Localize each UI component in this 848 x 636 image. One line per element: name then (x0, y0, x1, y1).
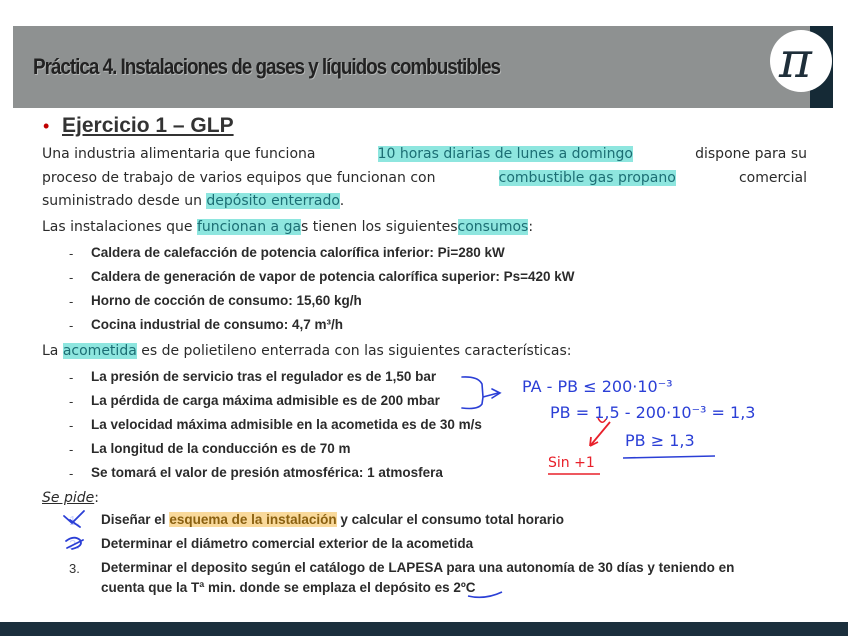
annotation-eq3: PB ≥ 1,3 (625, 431, 695, 450)
arrow-icon (590, 422, 610, 446)
task-number: 3. (69, 561, 80, 576)
highlight-tank: depósito enterrado (206, 193, 340, 209)
annotation-eq1: PA - PB ≤ 200·10⁻³ (522, 377, 673, 396)
caracteristica-item: La velocidad máxima admisible en la acometida es de 30 m/s (91, 417, 482, 432)
check-mark-icon (64, 511, 84, 549)
task-temperature: 2ºC (453, 580, 476, 595)
underline-blue (623, 456, 715, 458)
dash-icon: - (69, 394, 74, 409)
footer-bar (0, 622, 848, 636)
dash-icon: - (69, 418, 74, 433)
dash-icon: - (69, 246, 74, 261)
equipo-item: Cocina industrial de consumo: 4,7 m³/h (91, 317, 344, 332)
dash-icon: - (69, 270, 74, 285)
dash-icon: - (69, 318, 74, 333)
annotation-note: Sin +1 (548, 455, 595, 471)
task-text: Determinar el deposito según el catálogo de LAPESA para una autonomía de 30 días y teniendo en (101, 560, 735, 575)
consumos-text: Las instalaciones que (42, 219, 193, 235)
bullet-icon: • (43, 116, 50, 136)
intro-text: comercial (738, 170, 807, 186)
intro-text: dispone para su (695, 146, 807, 162)
underline-temperature (468, 592, 502, 597)
slide-title: Práctica 4. Instalaciones de gases y líquidos combustibles (33, 54, 500, 79)
highlight-esquema: esquema de la instalación (169, 512, 337, 527)
pi-icon: π (779, 31, 812, 89)
caracteristica-item: La presión de servicio tras el regulador es de 1,50 bar (91, 369, 437, 384)
acometida-text: es de polietileno enterrada con las siguientes características: (141, 343, 572, 359)
equipo-item: Caldera de calefacción de potencia calorífica inferior: Pi=280 kW (91, 245, 505, 260)
task-text: y calcular el consumo total horario (340, 512, 564, 527)
equipo-item: Horno de cocción de consumo: 15,60 kg/h (91, 293, 362, 308)
intro-text: . (339, 193, 345, 209)
dash-icon: - (69, 466, 74, 481)
annotation-eq2: PB = 1,5 - 200·10⁻³ = 1,3 (550, 403, 756, 422)
dash-icon: - (69, 442, 74, 457)
brace-icon (462, 377, 500, 409)
caracteristica-item: La pérdida de carga máxima admisible es de 200 mbar (91, 393, 440, 408)
consumos-text: s tienen los siguientes (301, 219, 458, 235)
highlight-gas: funcionan a ga (196, 219, 302, 235)
equipo-item: Caldera de generación de vapor de potencia calorífica superior: Ps=420 kW (91, 269, 575, 284)
caracteristica-item: Se tomará el valor de presión atmosférica: 1 atmosfera (91, 465, 443, 480)
task-text: Diseñar el (101, 512, 166, 527)
task-item-2: Determinar el diámetro comercial exterior de la acometida (101, 536, 474, 551)
intro-text: suministrado desde un (42, 193, 202, 209)
highlight-acometida: acometida (62, 343, 137, 359)
se-pide-label: Se pide (42, 490, 95, 506)
dash-icon: - (69, 294, 74, 309)
dash-icon: - (69, 370, 74, 385)
consumos-text: : (528, 219, 534, 235)
task-text: cuenta que la Tª min. donde se emplaza el depósito es (101, 580, 450, 595)
task-number: 2. (69, 537, 80, 552)
intro-text: Una industria alimentaria que funciona (42, 146, 316, 162)
task-number: 1. (69, 513, 80, 528)
highlight-consumos: consumos (457, 219, 529, 235)
highlight-schedule: 10 horas diarias de lunes a domingo (377, 146, 633, 162)
intro-text: proceso de trabajo de varios equipos que funcionan con (42, 170, 436, 186)
acometida-text: La (42, 343, 59, 359)
caracteristica-item: La longitud de la conducción es de 70 m (91, 441, 351, 456)
se-pide-colon: : (94, 490, 99, 506)
exercise-title: Ejercicio 1 – GLP (62, 114, 234, 137)
highlight-fuel: combustible gas propano (498, 170, 676, 186)
